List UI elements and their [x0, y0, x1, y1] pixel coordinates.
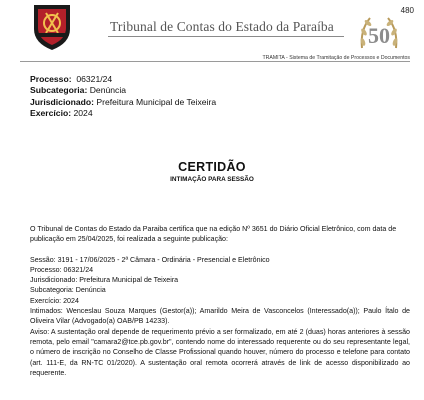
intimados-paragraph: Intimados: Wenceslau Souza Marques (Gestor(a)); Amarildo Meira de Vasconcelos (Interessado(a)); Paulo Ítalo de Oliveira Vilar (Advogado(a) OAB/PB 14233). [30, 307, 410, 326]
jurisdicionado-label: Jurisdicionado: [30, 96, 94, 107]
document-body [30, 224, 410, 378]
exercicio-label: Exercício: [30, 107, 72, 118]
process-label: Processo: [30, 74, 72, 84]
session-line: Sessão: 3191 - 17/06/2025 - 2ª Câmara - Ordinária - Presencial e Eletrônico [30, 255, 270, 264]
process-value: 06321/24 [76, 74, 113, 84]
tce-logo [30, 3, 74, 51]
anniversary-number: 50 [368, 23, 390, 48]
exercicio-row [30, 108, 216, 119]
jurisdicionado-value: Prefeitura Municipal de Teixeira [96, 96, 217, 107]
exercicio-value: 2024 [73, 107, 93, 118]
process-line: Processo: 06321/24 [30, 265, 94, 274]
exercicio-line: Exercício: 2024 [30, 296, 79, 305]
aviso-paragraph: Aviso: A sustentação oral depende de requerimento prévio a ser formalizado, em até 2 (duas) horas anteriores à sessão remota, pelo email "camara2@tce.pb.gov.br", contendo nome do interessado requerente ou do seu representante legal, o número de inscrição no Conselho de Classe Profissional quando houver, número do processo e telefone para contato (art. 111-E, da RN-TC 01/2020). A sustentação oral remota ocorrerá através de link de acesso disponibilizado ao requerente. [30, 327, 410, 377]
subcategory-row [30, 85, 216, 96]
subcategory-value: Denúncia [89, 85, 127, 96]
header-rule [108, 36, 344, 37]
document-title: CERTIDÃO [178, 160, 246, 174]
document-subtitle: INTIMAÇÃO PARA SESSÃO [170, 176, 254, 183]
jurisdicionado-row [30, 97, 216, 108]
subcategory-label: Subcategoria: [30, 85, 88, 96]
tramita-bar [20, 54, 410, 62]
page-number: 480 [400, 6, 414, 15]
intro-paragraph: O Tribunal de Contas do Estado da Paraiba certifica que na edição Nº 3651 do Diário Oficial Eletrônico, com data de publicação em 25/04/2025, foi realizada a seguinte publicação: [30, 225, 397, 244]
process-info [30, 74, 216, 119]
tramita-label: TRAMITA - Sistema de Tramitação de Processos e Documentos [262, 55, 410, 61]
subcategory-line: Subcategoria: Denúncia [30, 286, 106, 295]
org-title: Tribunal de Contas do Estado da Paraíba [110, 19, 334, 34]
publication-lines [30, 255, 410, 306]
process-row [30, 74, 216, 85]
jurisdicionado-line: Jurisdicionado: Prefeitura Municipal de Teixeira [30, 276, 179, 285]
anniversary-emblem [356, 8, 402, 60]
